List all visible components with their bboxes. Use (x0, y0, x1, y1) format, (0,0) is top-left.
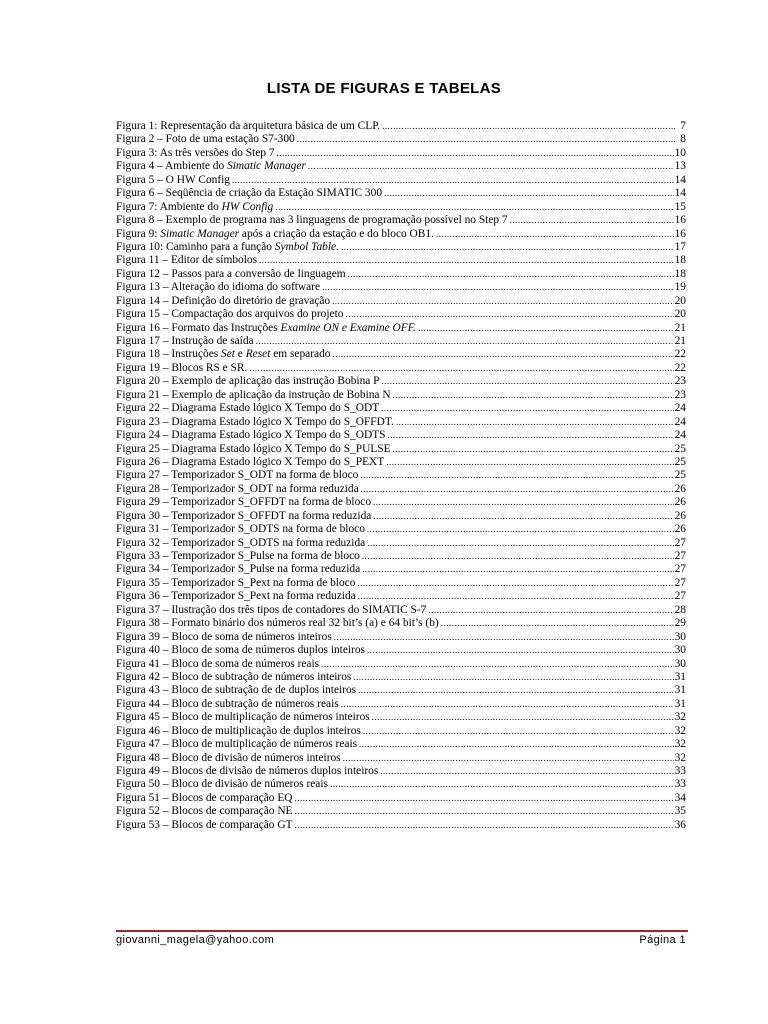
figure-entry[interactable] (116, 295, 686, 308)
figure-entry-text: Figura 45 – Bloco de multiplicação de números inteiros (116, 711, 370, 724)
figure-entry[interactable] (116, 617, 686, 630)
figure-entry[interactable] (116, 523, 686, 536)
dot-leader (367, 523, 674, 536)
figure-entry[interactable] (116, 778, 686, 791)
figure-entry-text: Figura 10: Caminho para a função (116, 240, 275, 253)
figure-entry-page: 15 (674, 200, 686, 213)
figure-entry-label (116, 725, 361, 738)
dot-leader (386, 456, 673, 469)
figure-entry[interactable] (116, 805, 686, 818)
figure-entry[interactable] (116, 133, 686, 146)
dot-leader (428, 604, 673, 617)
footer-page-number: Página 1 (639, 934, 686, 946)
figure-entry-page: 24 (674, 415, 686, 428)
figure-entry-label (116, 819, 293, 832)
figure-entry-page: 27 (674, 590, 686, 603)
dot-leader (436, 228, 674, 241)
dot-leader (358, 590, 674, 603)
figure-entry[interactable] (116, 658, 686, 671)
figure-entry-italic-text: Reset (245, 348, 271, 361)
figure-entry-label (116, 711, 370, 724)
figure-entry-page: 16 (674, 227, 686, 240)
dot-leader (321, 658, 674, 671)
dot-leader (259, 254, 674, 267)
figure-entry[interactable] (116, 214, 686, 227)
figure-entry-page: 34 (674, 791, 686, 804)
figure-entry-page: 10 (674, 146, 686, 159)
figure-entry-text: Figura 9: (116, 227, 161, 240)
figure-entry-label (116, 281, 320, 294)
figure-entry-text: Figura 27 – Temporizador S_ODT na forma de bloco (116, 469, 359, 482)
figure-entry-text: Figura 51 – Blocos de comparação EQ (116, 791, 293, 804)
figure-entry-page: 25 (674, 442, 686, 455)
dot-leader (396, 416, 674, 429)
figure-entry-label (116, 658, 319, 671)
figure-entry-label (116, 765, 378, 778)
figure-entry-page: 18 (674, 267, 686, 280)
figure-entry[interactable] (116, 644, 686, 657)
figure-entry-text: Figura 16 – Formato das Instruções (116, 321, 281, 334)
figure-entry-label (116, 550, 360, 563)
figure-entry-label (116, 631, 332, 644)
dot-leader (353, 671, 673, 684)
figure-entry-text: Figura 35 – Temporizador S_Pext na forma de bloco (116, 576, 356, 589)
figure-entry[interactable] (116, 698, 686, 711)
figure-entry-italic-text: Simatic Manager (160, 227, 240, 240)
dot-leader (361, 483, 674, 496)
figure-entry-page: 24 (674, 402, 686, 415)
figure-entry-page: 31 (674, 697, 686, 710)
figure-entry-label (116, 322, 416, 335)
dot-leader (330, 778, 674, 791)
figure-entry[interactable] (116, 537, 686, 550)
dot-leader (441, 617, 674, 630)
figure-entry-text: Figura 14 – Definição do diretório de gravação (116, 294, 331, 307)
figure-entry-page: 7 (680, 120, 686, 132)
figure-entry-text: em separado (270, 348, 331, 361)
figure-entry-text: Figura 30 – Temporizador S_OFFDT na forma reduzida (116, 509, 372, 522)
figure-entry-label (116, 214, 508, 227)
figure-entry-label (116, 684, 356, 697)
figure-entry-label (116, 644, 365, 657)
figure-entry-text: Figura 5 – O HW Config (116, 173, 231, 186)
figure-entry-text: Figura 50 – Bloco de divisão de números reais (116, 778, 328, 791)
figure-entry-italic-text: HW Config (221, 200, 274, 213)
figure-entry-label (116, 456, 384, 469)
figure-entry-text: Figura 34 – Temporizador S_Pulse na forma reduzida (116, 563, 361, 576)
figure-entry[interactable] (116, 725, 686, 738)
figure-entry-label (116, 738, 357, 751)
figure-entry[interactable] (116, 456, 686, 469)
figure-entry-page: 18 (674, 254, 686, 267)
figure-entry-label (116, 537, 365, 550)
figure-entry-page: 30 (674, 657, 686, 670)
figure-entry-label (116, 295, 330, 308)
figure-entry-text: Figura 44 – Bloco de subtração de números reais (116, 697, 339, 710)
dot-leader (418, 322, 674, 335)
figure-entry[interactable] (116, 752, 686, 765)
figure-entry-label (116, 389, 391, 402)
figure-entry-text: Figura 28 – Temporizador S_ODT na forma reduzida (116, 482, 359, 495)
figure-entry-text: Figura 31 – Temporizador S_ODTS na forma de bloco (116, 523, 365, 536)
figure-entry-text: Figura 22 – Diagrama Estado lógico X Tempo do S_ODT (116, 402, 380, 415)
figure-entry[interactable] (116, 469, 686, 482)
figure-entry-label (116, 362, 247, 375)
figure-entry-label (116, 496, 371, 509)
figure-entry[interactable] (116, 711, 686, 724)
dot-leader (363, 725, 674, 738)
figure-entry-label (116, 335, 254, 348)
figure-entry-page: 32 (674, 751, 686, 764)
figure-entry-page: 31 (674, 684, 686, 697)
figure-entry-page: 27 (674, 550, 686, 562)
figure-entry-page: 14 (674, 187, 686, 200)
figure-entry-page: 26 (674, 482, 686, 495)
figure-entry-label (116, 563, 360, 576)
figure-entry-text: Figura 11 – Editor de símbolos (116, 254, 258, 267)
dot-leader (297, 133, 675, 146)
figure-entry-page: 20 (674, 294, 686, 307)
figure-entry-text: Figura 33 – Temporizador S_Pulse na forma de bloco (116, 550, 360, 562)
figure-entry-label (116, 402, 379, 415)
dot-leader (357, 577, 673, 590)
figure-entry-text: Figura 36 – Temporizador S_Pext na forma reduzida (116, 590, 356, 603)
figure-entry-label (116, 308, 343, 321)
figure-entry-text: Figura 25 – Diagrama Estado lógico X Tempo do S_PULSE (116, 442, 391, 455)
figure-entry[interactable] (116, 120, 686, 133)
figure-entry-label (116, 133, 295, 146)
figure-entry-text: Figura 49 – Blocos de divisão de números duplos inteiros (116, 765, 379, 777)
figure-entry-italic-text: Set (221, 348, 235, 361)
figure-entry-label (116, 416, 394, 429)
figure-entry[interactable] (116, 563, 686, 576)
figure-entry[interactable] (116, 375, 686, 388)
figure-entry-page: 14 (674, 173, 686, 186)
figure-entry-page: 35 (674, 805, 686, 818)
dot-leader (295, 805, 674, 818)
dot-leader (362, 550, 674, 563)
figure-entry[interactable] (116, 429, 686, 442)
figure-entry-page: 23 (674, 375, 686, 388)
figure-entry-text: Figura 1: Representação da arquitetura básica de um CLP. (116, 120, 381, 132)
figure-entry[interactable] (116, 389, 686, 402)
figure-entry-label (116, 254, 257, 267)
figure-entry-text: Figura 53 – Blocos de comparação GT (116, 818, 293, 831)
figure-entry[interactable] (116, 254, 686, 267)
figure-entry-text: Figura 29 – Temporizador S_OFFDT na forma de bloco (116, 496, 372, 509)
dot-leader (232, 174, 674, 187)
figure-entry-page: 24 (674, 429, 686, 442)
figure-entry-text: Figura 3: As três versões do Step 7 (116, 146, 275, 159)
figure-entry-text: Figura 24 – Diagrama Estado lógico X Tempo do S_ODTS (116, 429, 386, 442)
figure-entry-text: Figura 21 – Exemplo de aplicação da instrução de Bobina N (116, 388, 391, 401)
dot-leader (358, 684, 674, 697)
dot-leader (373, 496, 674, 509)
figure-list (116, 120, 686, 832)
figure-entry-page: 21 (674, 335, 686, 347)
figure-entry-page: 26 (674, 509, 686, 522)
figure-entry-page: 27 (674, 536, 686, 549)
figure-entry[interactable] (116, 402, 686, 415)
figure-entry-text: Figura 26 – Diagrama Estado lógico X Tempo do S_PEXT (116, 455, 385, 468)
figure-entry[interactable] (116, 510, 686, 523)
dot-leader (360, 469, 673, 482)
dot-leader (308, 160, 674, 173)
figure-entry[interactable] (116, 684, 686, 697)
dot-leader (345, 308, 673, 321)
dot-leader (341, 241, 674, 254)
figure-entry-text: Figura 18 – Instruções (116, 348, 222, 361)
figure-entry-label (116, 201, 273, 214)
figure-entry-page: 29 (674, 617, 686, 630)
figure-entry[interactable] (116, 792, 686, 805)
dot-leader (295, 819, 674, 832)
dot-leader (367, 537, 673, 550)
dot-leader (367, 644, 674, 657)
figure-entry-label (116, 752, 341, 765)
figure-entry[interactable] (116, 604, 686, 617)
figure-entry[interactable] (116, 281, 686, 294)
figure-entry-label (116, 375, 380, 388)
figure-entry[interactable] (116, 335, 686, 348)
dot-leader (393, 389, 674, 402)
figure-entry-page: 25 (674, 469, 686, 482)
dot-leader (322, 281, 674, 294)
figure-entry-text: e (234, 348, 246, 361)
dot-leader (382, 120, 675, 133)
dot-leader (510, 214, 674, 227)
figure-entry-text: Figura 23 – Diagrama Estado lógico X Tempo do S_OFFDT. (116, 415, 394, 428)
figure-entry-text: Figura 2 – Foto de uma estação S7-300 (116, 133, 295, 146)
figure-entry[interactable] (116, 483, 686, 496)
figure-entry-page: 28 (674, 603, 686, 616)
figure-entry-label (116, 147, 275, 160)
figure-entry-page: 33 (674, 778, 686, 791)
figure-entry[interactable] (116, 174, 686, 187)
dot-leader (382, 375, 674, 388)
figure-entry-label (116, 483, 359, 496)
figure-entry-page: 20 (674, 308, 686, 321)
figure-entry[interactable] (116, 819, 686, 832)
figure-entry-label (116, 120, 380, 133)
figure-entry-text: Figura 8 – Exemplo de programa nas 3 linguagens de programação possível no Step 7 (116, 214, 508, 227)
dot-leader (372, 711, 674, 724)
figure-entry-text: Figura 37 – Ilustração dos três tipos de contadores do SIMATIC S-7 (116, 603, 427, 616)
dot-leader (275, 201, 673, 214)
figure-entry-label (116, 443, 391, 456)
figure-entry-text: Figura 15 – Compactação dos arquivos do projeto (116, 308, 344, 321)
figure-entry-page: 25 (674, 455, 686, 468)
figure-entry-text: Figura 43 – Bloco de subtração de de duplos inteiros (116, 684, 357, 697)
figure-entry-label (116, 187, 382, 200)
dot-leader (348, 268, 674, 281)
figure-entry[interactable] (116, 416, 686, 429)
figure-entry-text: Figura 20 – Exemplo de aplicação das instrução Bobina P (116, 375, 380, 388)
figure-entry[interactable] (116, 348, 686, 361)
figure-entry-italic-text: Simatic Manager (227, 160, 306, 173)
figure-entry-text: Figura 46 – Bloco de multiplicação de duplos inteiros (116, 724, 361, 737)
figure-entry[interactable] (116, 631, 686, 644)
figure-entry[interactable] (116, 443, 686, 456)
figure-entry-label (116, 604, 426, 617)
figure-entry-text: Figura 47 – Bloco de multiplicação de números reais (116, 738, 358, 751)
dot-leader (384, 187, 674, 200)
figure-entry-text: Figura 52 – Blocos de comparação NE (116, 805, 293, 818)
figure-entry-label (116, 778, 328, 791)
figure-entry-text: Figura 42 – Bloco de subtração de números inteiros (116, 670, 352, 683)
figure-entry-label (116, 228, 434, 241)
dot-leader (249, 362, 673, 375)
figure-entry[interactable] (116, 738, 686, 751)
figure-entry-text: Figura 32 – Temporizador S_ODTS na forma reduzida (116, 536, 366, 549)
figure-entry-label (116, 577, 355, 590)
figure-entry-page: 21 (674, 321, 686, 334)
figure-entry-text: Figura 7: Ambiente do (116, 200, 222, 213)
dot-leader (373, 510, 673, 523)
figure-entry[interactable] (116, 160, 686, 173)
figure-entry-label (116, 174, 230, 187)
figure-entry-label (116, 590, 356, 603)
figure-entry-text: após a criação da estação e do bloco OB1. (239, 227, 434, 240)
figure-entry-label (116, 268, 346, 281)
figure-entry-label (116, 241, 339, 254)
dot-leader (332, 348, 673, 361)
figure-entry[interactable] (116, 241, 686, 254)
figure-entry[interactable] (116, 187, 686, 200)
figure-entry[interactable] (116, 201, 686, 214)
dot-leader (359, 738, 674, 751)
figure-entry[interactable] (116, 322, 686, 335)
figure-entry-text: Figura 12 – Passos para a conversão de linguagem (116, 267, 346, 280)
dot-leader (343, 752, 674, 765)
figure-entry-page: 22 (674, 348, 686, 361)
figure-entry-label (116, 671, 351, 684)
figure-entry[interactable] (116, 765, 686, 778)
figure-entry-page: 32 (674, 711, 686, 724)
figure-entry[interactable] (116, 496, 686, 509)
figure-entry-page: 16 (674, 214, 686, 227)
figure-entry-label (116, 348, 330, 361)
figure-entry-text: Figura 13 – Alteração do idioma do software (116, 281, 321, 294)
figure-entry-page: 26 (674, 523, 686, 536)
figure-entry-label (116, 510, 371, 523)
dot-leader (332, 295, 673, 308)
figure-entry-text: Figura 19 – Blocos RS e SR. (116, 361, 248, 374)
figure-entry-page: 27 (674, 563, 686, 576)
figure-entry-text: Figura 4 – Ambiente do (116, 160, 228, 173)
footer-email: giovanni_magela@yahoo.com (116, 934, 275, 946)
dot-leader (381, 402, 673, 415)
figure-entry-label (116, 429, 386, 442)
figure-entry-text: Figura 48 – Bloco de divisão de números inteiros (116, 751, 341, 764)
figure-entry-page: 8 (680, 133, 686, 146)
dot-leader (388, 429, 674, 442)
figure-entry-label (116, 698, 339, 711)
figure-entry[interactable] (116, 362, 686, 375)
figure-entry-page: 30 (674, 644, 686, 657)
figure-entry-label (116, 805, 293, 818)
figure-entry[interactable] (116, 671, 686, 684)
figure-entry-page: 32 (674, 738, 686, 751)
figure-entry-label (116, 160, 306, 173)
figure-entry[interactable] (116, 577, 686, 590)
figure-entry[interactable] (116, 268, 686, 281)
figure-entry-page: 30 (674, 630, 686, 643)
figure-entry-page: 33 (674, 765, 686, 777)
figure-entry-text: Figura 41 – Bloco de soma de números reais (116, 657, 320, 670)
dot-leader (393, 443, 674, 456)
figure-entry-label (116, 617, 439, 630)
figure-entry-text: Figura 39 – Bloco de soma de números inteiros (116, 630, 332, 643)
figure-entry[interactable] (116, 228, 686, 241)
figure-entry[interactable] (116, 550, 686, 563)
figure-entry-page: 22 (674, 361, 686, 374)
figure-entry[interactable] (116, 308, 686, 321)
figure-entry-page: 27 (674, 576, 686, 589)
dot-leader (380, 765, 673, 778)
figure-entry-page: 19 (674, 281, 686, 294)
figure-entry-text: Figura 17 – Instrução de saída (116, 335, 254, 347)
figure-entry[interactable] (116, 147, 686, 160)
figure-entry-italic-text: Symbol Table. (274, 240, 339, 253)
figure-entry-page: 31 (674, 670, 686, 683)
dot-leader (277, 147, 674, 160)
figure-entry-text: Figura 40 – Bloco de soma de números duplos inteiros (116, 644, 365, 657)
dot-leader (256, 335, 674, 348)
figure-entry-page: 36 (674, 818, 686, 831)
figure-entry-page: 32 (674, 724, 686, 737)
figure-entry-label (116, 792, 293, 805)
figure-entry-text: Figura 6 – Seqüência de criação da Estação SIMATIC 300 (116, 187, 383, 200)
figure-entry-italic-text: Examine ON e Examine OFF. (280, 321, 417, 334)
figure-entry[interactable] (116, 590, 686, 603)
dot-leader (295, 792, 674, 805)
figure-entry-page: 13 (674, 160, 686, 173)
figure-entry-text: Figura 38 – Formato binário dos números real 32 bit’s (a) e 64 bit’s (b) (116, 617, 439, 630)
figure-entry-page: 26 (674, 496, 686, 509)
figure-entry-label (116, 523, 365, 536)
figure-entry-page: 23 (674, 388, 686, 401)
dot-leader (334, 631, 674, 644)
footer-divider (116, 930, 688, 932)
page-title: LISTA DE FIGURAS E TABELAS (266, 80, 502, 97)
figure-entry-label (116, 469, 358, 482)
dot-leader (341, 698, 674, 711)
figure-entry-page: 17 (674, 240, 686, 253)
dot-leader (362, 563, 673, 576)
